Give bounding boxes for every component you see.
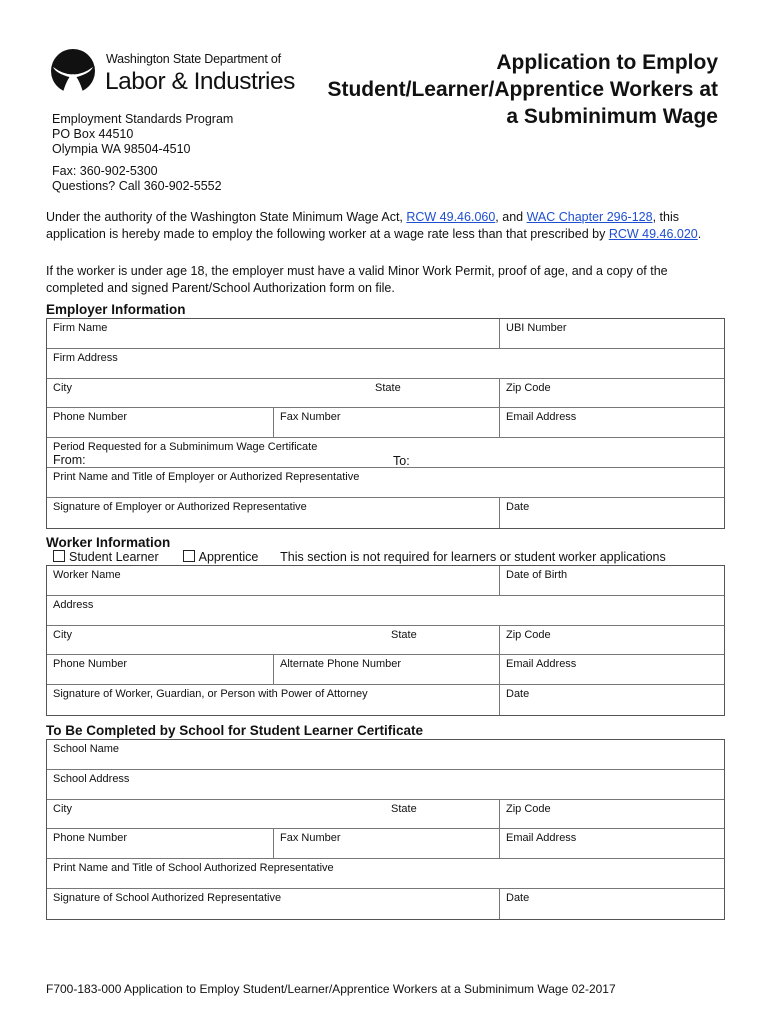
worker-type-options — [53, 550, 666, 564]
employer-row-city — [47, 379, 724, 409]
school-email-field[interactable]: Email Address — [499, 829, 724, 858]
employer-print-name-field[interactable]: Print Name and Title of Employer or Authorized Representative — [53, 470, 360, 483]
apprentice-label: Apprentice — [198, 550, 259, 564]
firm-address-field[interactable]: Firm Address — [53, 351, 118, 364]
employer-phone-field[interactable]: Phone Number — [53, 411, 127, 424]
school-name-field[interactable]: School Name — [53, 743, 120, 755]
logo-agency-text: Labor & Industries — [105, 68, 295, 95]
worker-row-name — [47, 566, 724, 596]
employer-info-table — [46, 318, 725, 529]
worker-email-field[interactable]: Email Address — [499, 655, 724, 684]
school-row-signature — [47, 889, 724, 919]
employer-row-signature — [47, 498, 724, 528]
wac-chapter-296-128-link[interactable]: WAC Chapter 296-128 — [526, 210, 653, 224]
worker-city-field[interactable]: City — [53, 628, 72, 641]
school-fax-field[interactable]: Fax Number — [273, 829, 499, 858]
employer-fax-field[interactable]: Fax Number — [273, 408, 499, 437]
worker-signature-field[interactable]: Signature of Worker, Guardian, or Person with Power of Attorney — [53, 688, 368, 701]
logo-department-text: Washington State Department of — [106, 52, 281, 66]
title-line-1: Application to Employ — [496, 51, 718, 74]
title-line-3: a Subminimum Wage — [506, 105, 718, 128]
employer-city-field[interactable]: City — [53, 381, 72, 394]
period-to-field[interactable] — [387, 438, 724, 467]
employer-email-field[interactable]: Email Address — [499, 408, 724, 437]
school-print-name-field[interactable]: Print Name and Title of School Authorized Representative — [53, 862, 334, 875]
to-label: To: — [393, 454, 410, 469]
worker-row-city — [47, 626, 724, 656]
school-row-city — [47, 800, 724, 830]
school-section-heading: To Be Completed by School for Student Learner Certificate — [46, 723, 424, 738]
minor-notice-paragraph: If the worker is under age 18, the employer must have a valid Minor Work Permit, proof of age, and a copy of the completed and signed Parent/School Authorization form on file. — [46, 264, 668, 295]
worker-date-field[interactable]: Date — [499, 685, 724, 715]
employer-row-firm — [47, 319, 724, 349]
agency-logo — [50, 44, 295, 100]
date-of-birth-field[interactable]: Date of Birth — [499, 566, 724, 595]
program-address — [52, 112, 233, 194]
questions-line: Questions? Call 360-902-5552 — [52, 179, 222, 193]
rcw-49-46-020-link[interactable]: RCW 49.46.020 — [608, 226, 698, 241]
program-name: Employment Standards Program — [52, 112, 234, 126]
employer-row-contact — [47, 408, 724, 438]
form-title — [327, 49, 718, 130]
student-learner-checkbox[interactable] — [53, 550, 65, 562]
firm-name-field[interactable]: Firm Name — [53, 322, 108, 334]
school-phone-field[interactable]: Phone Number — [53, 832, 127, 845]
school-address-field[interactable]: School Address — [53, 772, 130, 785]
employer-row-period — [47, 438, 724, 468]
ubi-number-field[interactable]: UBI Number — [499, 319, 724, 348]
from-label: From: — [53, 453, 86, 468]
worker-row-address — [47, 596, 724, 626]
employer-row-address — [47, 349, 724, 379]
worker-state-field[interactable]: State — [391, 628, 417, 641]
student-learner-label: Student Learner — [69, 550, 159, 564]
worker-row-contact — [47, 655, 724, 685]
worker-row-signature — [47, 685, 724, 715]
worker-section-note: This section is not required for learners or student worker applications — [280, 550, 666, 564]
title-line-2: Student/Learner/Apprentice Workers at — [327, 78, 718, 101]
rcw-49-46-060-link[interactable]: RCW 49.46.060 — [406, 210, 496, 224]
employer-row-print-name — [47, 468, 724, 498]
school-row-address — [47, 770, 724, 800]
worker-address-field[interactable]: Address — [53, 598, 94, 611]
school-info-table — [46, 739, 725, 920]
lni-logo-icon — [50, 44, 96, 98]
worker-phone-field[interactable]: Phone Number — [53, 658, 127, 671]
school-state-field[interactable]: State — [391, 802, 417, 815]
worker-zip-field[interactable]: Zip Code — [499, 626, 724, 655]
employer-section-heading: Employer Information — [46, 302, 186, 317]
period-from-field[interactable]: Period Requested for a Subminimum Wage Certificate From: — [47, 438, 387, 467]
employer-date-field[interactable]: Date — [499, 498, 724, 528]
city-line: Olympia WA 98504-4510 — [52, 142, 191, 156]
worker-info-table — [46, 565, 725, 716]
school-row-contact — [47, 829, 724, 859]
apprentice-checkbox[interactable] — [183, 550, 195, 562]
school-date-field[interactable]: Date — [499, 889, 724, 919]
employer-state-field[interactable]: State — [375, 381, 401, 394]
employer-signature-field[interactable]: Signature of Employer or Authorized Representative — [53, 500, 307, 513]
worker-name-field[interactable]: Worker Name — [53, 569, 121, 581]
employer-zip-field[interactable]: Zip Code — [499, 379, 724, 408]
po-box: PO Box 44510 — [52, 127, 134, 141]
school-zip-field[interactable]: Zip Code — [499, 800, 724, 829]
intro-paragraph: Under the authority of the Washington State Minimum Wage Act, RCW 49.46.060, and WAC Chapter 296-128, this application is hereby made to employ the following worker at a wage rate less than that prescribed by RCW 49.46.020. — [46, 210, 702, 241]
school-city-field[interactable]: City — [53, 802, 72, 815]
school-row-name — [47, 740, 724, 770]
school-row-print-name — [47, 859, 724, 889]
form-footer: F700-183-000 Application to Employ Student/Learner/Apprentice Workers at a Subminimum Wage 02-2017 — [46, 982, 616, 996]
fax-line: Fax: 360-902-5300 — [52, 164, 158, 178]
worker-section-heading: Worker Information — [46, 535, 171, 550]
school-signature-field[interactable]: Signature of School Authorized Representative — [53, 891, 282, 904]
worker-alt-phone-field[interactable]: Alternate Phone Number — [273, 655, 499, 684]
